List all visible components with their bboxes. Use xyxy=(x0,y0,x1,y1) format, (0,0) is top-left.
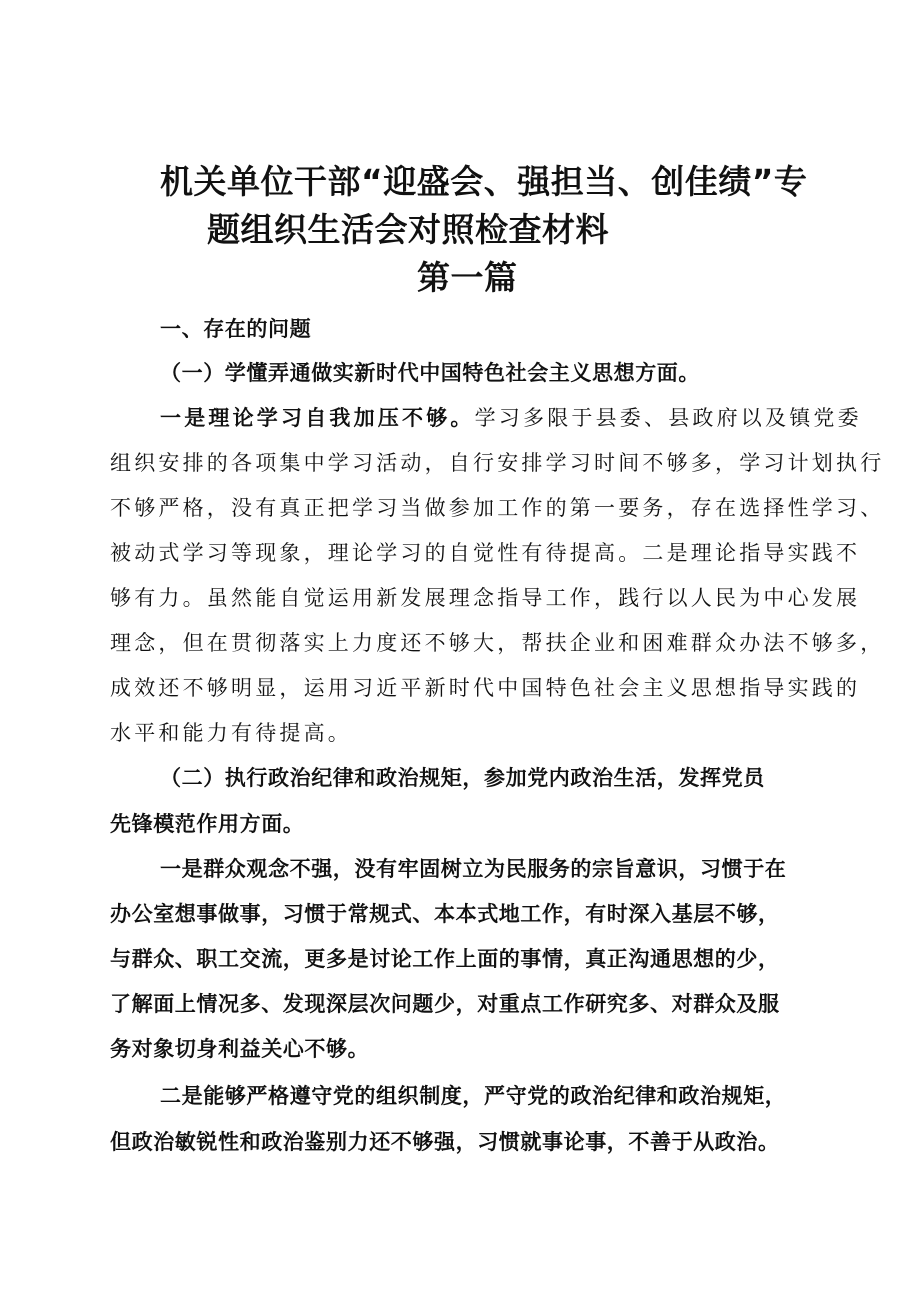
paragraph-2-line-3: 与群众、职工交流，更多是讨论工作上面的事情，真正沟通思想的少， xyxy=(110,946,780,971)
paragraph-3-line-1: 二是能够严格遵守党的组织制度，严守党的政治纪律和政治规矩， xyxy=(160,1083,787,1108)
paragraph-1-line-2: 组织安排的各项集中学习活动，自行安排学习时间不够多，学习计划执行 xyxy=(110,451,885,475)
paragraph-1-line-3: 不够严格，没有真正把学习当做参加工作的第一要务，存在选择性学习、 xyxy=(110,496,885,520)
document-title-line-2: 题组织生活会对照检查材料 xyxy=(207,210,609,249)
document-title-line-1: 机关单位干部“迎盛会、强担当、创佳绩”专 xyxy=(160,162,808,201)
paragraph-1-line-7: 成效还不够明显，运用习近平新时代中国特色社会主义思想指导实践的 xyxy=(110,676,861,700)
paragraph-2-line-5: 务对象切身利益关心不够。 xyxy=(110,1036,370,1061)
paragraph-1-line-6: 理念，但在贯彻落实上力度还不够大，帮扶企业和困难群众办法不够多， xyxy=(110,631,885,655)
paragraph-3-line-2: 但政治敏锐性和政治鉴别力还不够强，习惯就事论事，不善于从政治。 xyxy=(110,1129,780,1154)
subsection-heading-2-line-2: 先锋模范作用方面。 xyxy=(110,811,305,836)
subsection-heading-1: （一）学懂弄通做实新时代中国特色社会主义思想方面。 xyxy=(160,360,700,385)
paragraph-1-line-5: 够有力。虽然能自觉运用新发展理念指导工作，践行以人民为中心发展 xyxy=(110,586,861,610)
subsection-heading-2-line-1: （二）执行政治纪律和政治规矩，参加党内政治生活，发挥党员 xyxy=(160,765,765,790)
paragraph-1-line-1-rest: 学习多限于县委、县政府以及镇党委 xyxy=(474,406,862,430)
section-heading-problems: 一、存在的问题 xyxy=(160,316,312,341)
paragraph-1-line-1 xyxy=(160,402,862,432)
paragraph-1-line-8: 水平和能力有待提高。 xyxy=(110,721,352,745)
document-subtitle: 第一篇 xyxy=(417,258,518,297)
paragraph-2-line-2: 办公室想事做事，习惯于常规式、本本式地工作，有时深入基层不够， xyxy=(110,901,780,926)
paragraph-2-line-4: 了解面上情况多、发现深层次问题少，对重点工作研究多、对群众及服 xyxy=(110,991,780,1016)
paragraph-2-line-1: 一是群众观念不强，没有牢固树立为民服务的宗旨意识，习惯于在 xyxy=(160,856,787,881)
paragraph-1-lead: 一是理论学习自我加压不够。 xyxy=(160,405,475,430)
paragraph-1-line-4: 被动式学习等现象，理论学习的自觉性有待提高。二是理论指导实践不 xyxy=(110,541,861,565)
